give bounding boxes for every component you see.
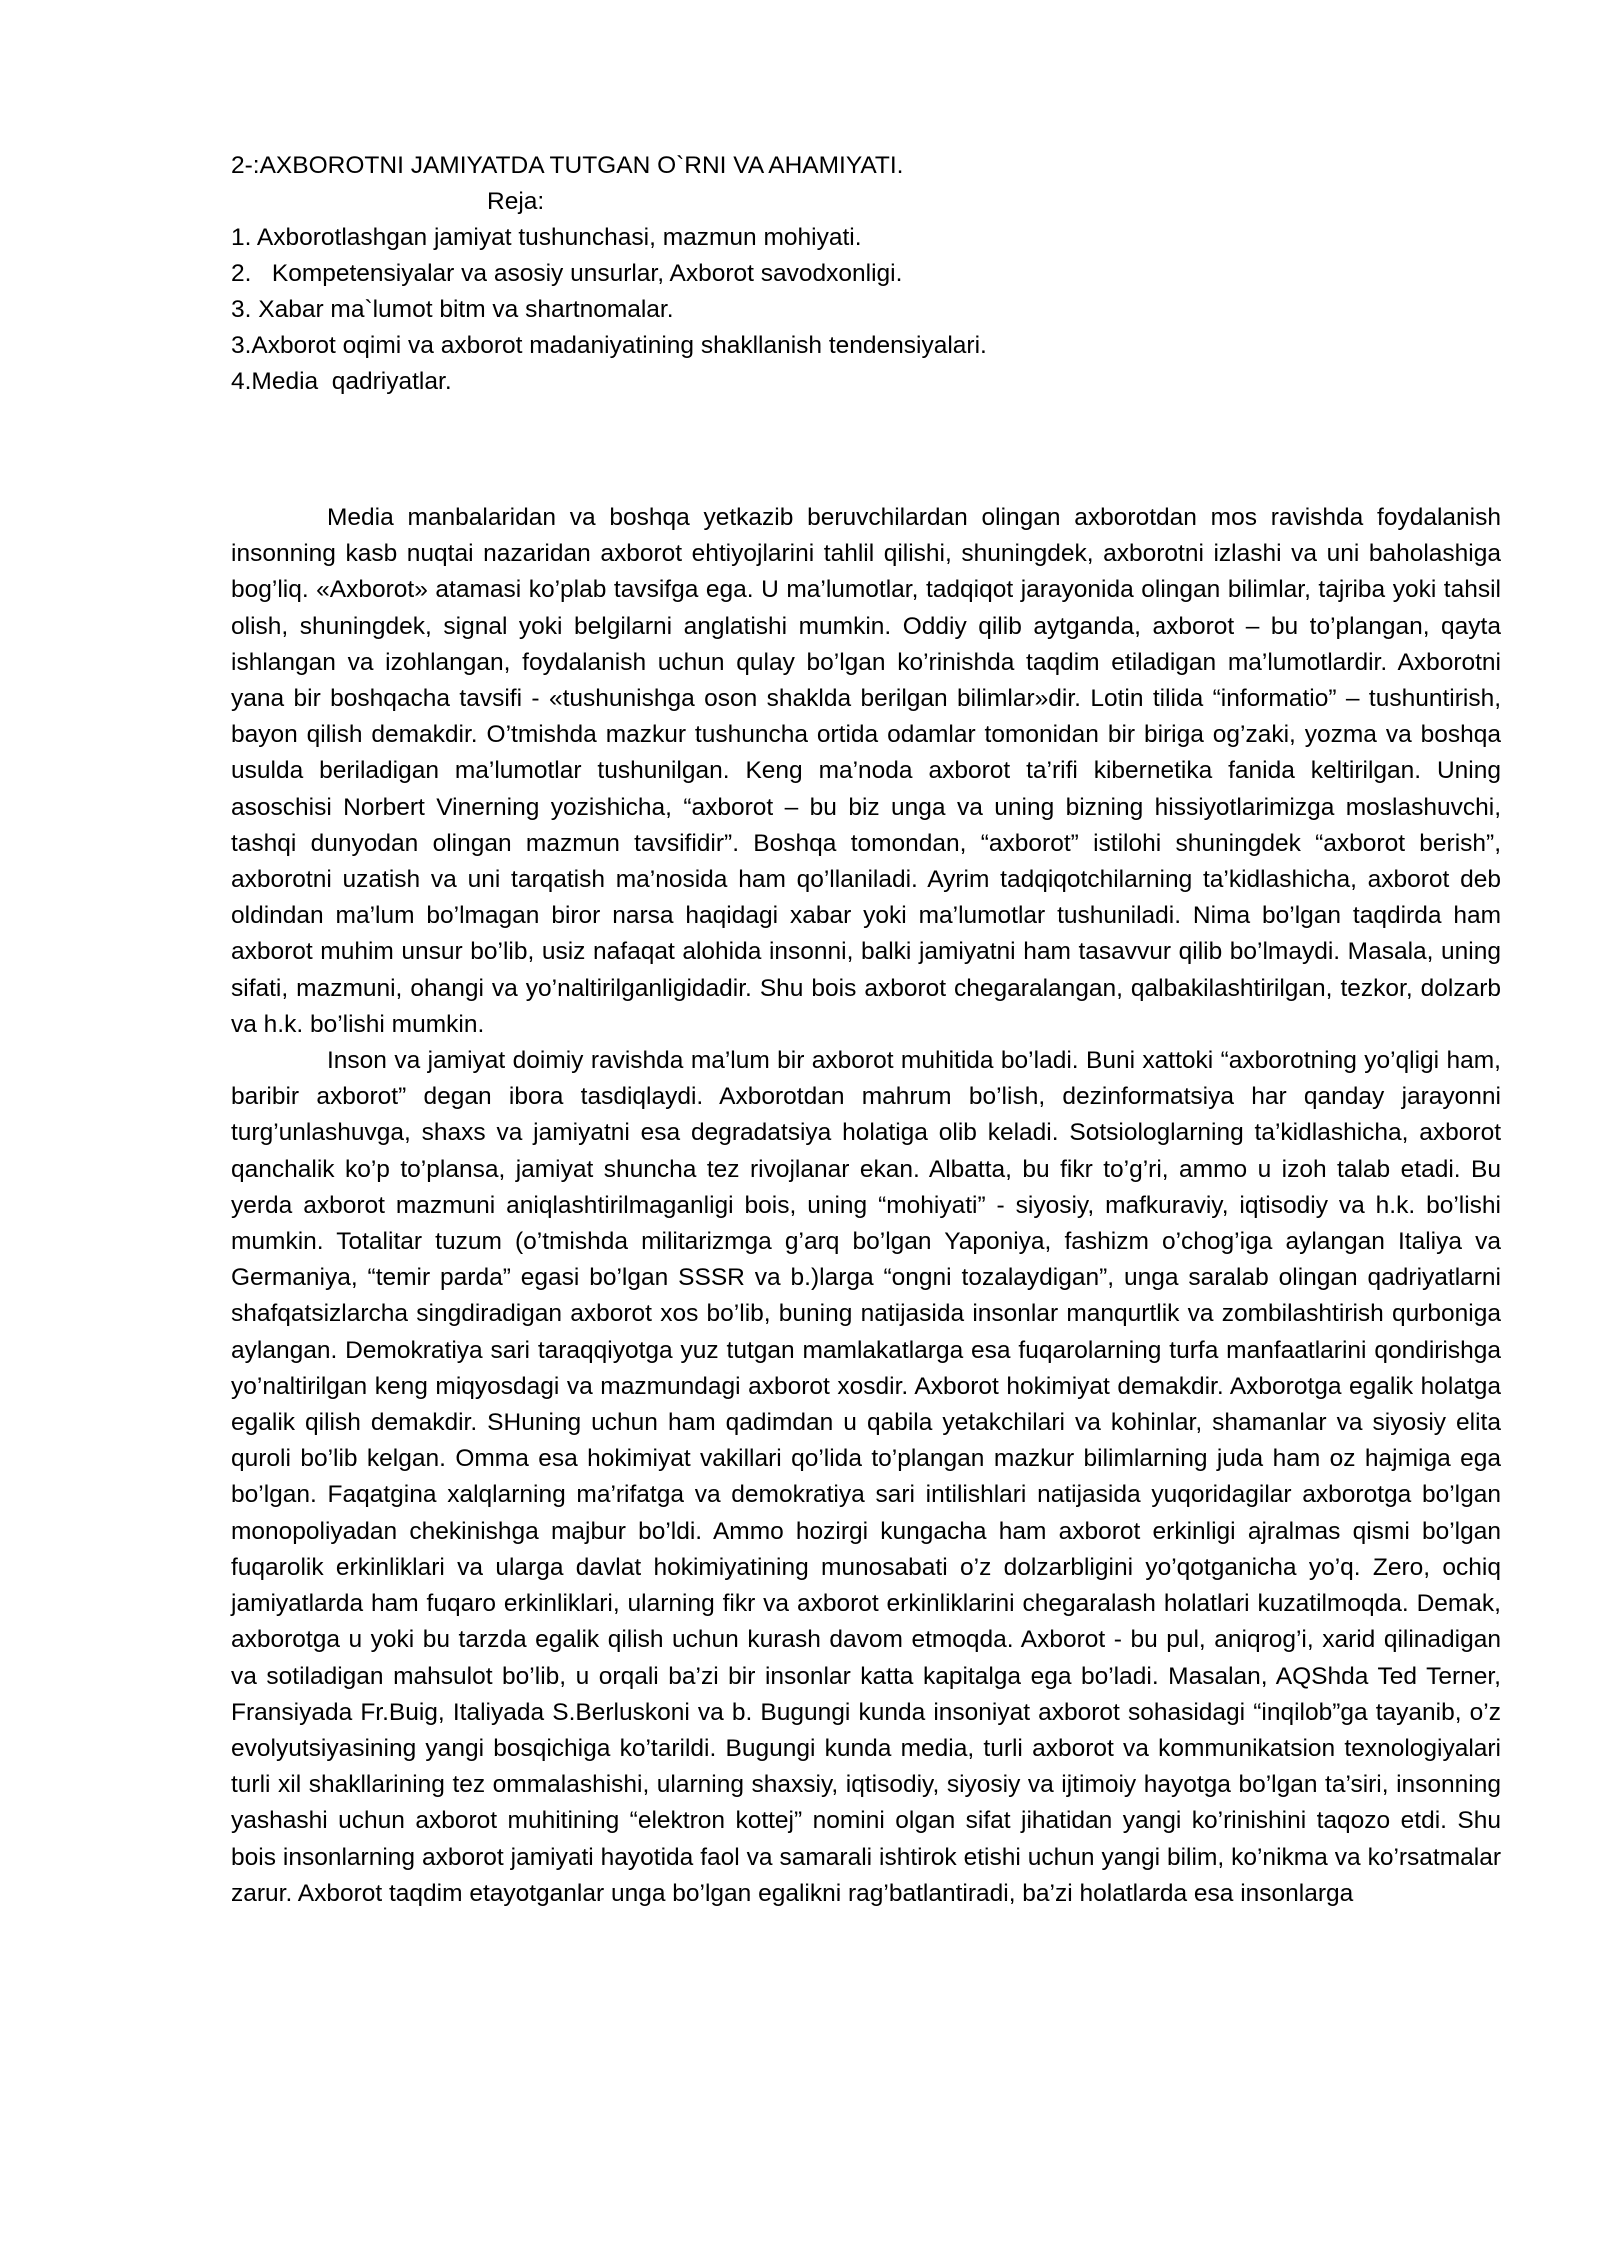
document-header	[231, 148, 1501, 400]
body-paragraph: Media manbalaridan va boshqa yetkazib beruvchilardan olingan axborotdan mos ravishda foydalanish insonning kasb nuqtai nazaridan axborot ehtiyojlarini tahlil qilishi, shuningdek, axborotni izlashi va uni baholashiga bog’liq. «Axborot» atamasi ko’plab tavsifga ega. U ma’lumotlar, tadqiqot jarayonida olingan bilimlar, tajriba yoki tahsil olish, shuningdek, signal yoki belgilarni anglatishi mumkin. Oddiy qilib aytganda, axborot – bu to’plangan, qayta ishlangan va izohlangan, foydalanish uchun qulay bo’lgan ko’rinishda taqdim etiladigan ma’lumotlardir. Axborotni yana bir boshqacha tavsifi - «tushunishga oson shaklda berilgan bilimlar»dir. Lotin tilida “informatio” – tushuntirish, bayon qilish demakdir. O’tmishda mazkur tushuncha ortida odamlar tomonidan bir biriga og’zaki, yozma va boshqa usulda beriladigan ma’lumotlar tushunilgan. Keng ma’noda axborot ta’rifi kibernetika fanida keltirilgan. Uning asoschisi Norbert Vinerning yozishicha, “axborot – bu biz unga va uning bizning hissiyotlarimizga moslashuvchi, tashqi dunyodan olingan mazmun tavsifidir”. Boshqa tomondan, “axborot” istilohi shuningdek “axborot berish”, axborotni uzatish va uni tarqatish ma’nosida ham qo’llaniladi. Ayrim tadqiqotchilarning ta’kidlashicha, axborot deb oldindan ma’lum bo’lmagan biror narsa haqidagi xabar yoki ma’lumotlar tushuniladi. Nima bo’lgan taqdirda ham axborot muhim unsur bo’lib, usiz nafaqat alohida insonni, balki jamiyatni ham tasavvur qilib bo’lmaydi. Masala, uning sifati, mazmuni, ohangi va yo’naltirilganligidadir. Shu bois axborot chegaralangan, qalbakilashtirilgan, tezkor, dolzarb va h.k. bo’lishi mumkin.	[231, 504, 1501, 1038]
plan-item: 3. Xabar ma`lumot bitm va shartnomalar.	[231, 296, 674, 323]
document-body	[231, 500, 1501, 1912]
plan-item: 2. Kompetensiyalar va asosiy unsurlar, Axborot savodxonligi.	[231, 260, 903, 287]
plan-list	[231, 220, 1501, 400]
plan-item: 3.Axborot oqimi va axborot madaniyatining shakllanish tendensiyalari.	[231, 332, 987, 359]
document-heading: 2-:AXBOROTNI JAMIYATDA TUTGAN O`RNI VA AHAMIYATI.	[231, 152, 904, 179]
plan-label: Reja:	[487, 188, 545, 215]
body-paragraph: Inson va jamiyat doimiy ravishda ma’lum bir axborot muhitida bo’ladi. Buni xattoki “axborotning yo’qligi ham, baribir axborot” degan ibora tasdiqlaydi. Axborotdan mahrum bo’lish, dezinformatsiya har qanday jarayonni turg’unlashuvga, shaxs va jamiyatni esa degradatsiya holatiga olib keladi. Sotsiologlarning ta’kidlashicha, axborot qanchalik ko’p to’plansa, jamiyat shuncha tez rivojlanar ekan. Albatta, bu fikr to’g’ri, ammo u izoh talab etadi. Bu yerda axborot mazmuni aniqlashtirilmaganligi bois, uning “mohiyati” - siyosiy, mafkuraviy, iqtisodiy va h.k. bo’lishi mumkin. Totalitar tuzum (o’tmishda militarizmga g’arq bo’lgan Yaponiya, fashizm o’chog’iga aylangan Italiya va Germaniya, “temir parda” egasi bo’lgan SSSR va b.)larga “ongni tozalaydigan”, unga saralab olingan qadriyatlarni shafqatsizlarcha singdiradigan axborot xos bo’lib, buning natijasida insonlar manqurtlik va zombilashtirish qurboniga aylangan. Demokratiya sari taraqqiyotga yuz tutgan mamlakatlarga esa fuqarolarning turfa manfaatlarini qondirishga yo’naltirilgan keng miqyosdagi va mazmundagi axborot xosdir. Axborot hokimiyat demakdir. Axborotga egalik holatga egalik qilish demakdir. SHuning uchun ham qadimdan u qabila yetakchilari va kohinlar, shamanlar va siyosiy elita quroli bo’lib kelgan. Omma esa hokimiyat vakillari qo’lida to’plangan mazkur bilimlarning juda ham oz hajmiga ega bo’lgan. Faqatgina xalqlarning ma’rifatga va demokratiya sari intilishlari natijasida yuqoridagilar axborotga bo’lgan monopoliyadan chekinishga majbur bo’ldi. Ammo hozirgi kungacha ham axborot erkinligi ajralmas qismi bo’lgan fuqarolik erkinliklari va ularga davlat hokimiyatining munosabati o’z dolzarbligini yo’qotganicha yo’q. Zero, ochiq jamiyatlarda ham fuqaro erkinliklari, ularning fikr va axborot erkinliklarini chegaralash holatlari kuzatilmoqda. Demak, axborotga u yoki bu tarzda egalik qilish uchun kurash davom etmoqda. Axborot - bu pul, aniqrog’i, xarid qilinadigan va sotiladigan mahsulot bo’lib, u orqali ba’zi bir insonlar katta kapitalga ega bo’ladi. Masalan, AQShda Ted Terner, Fransiyada Fr.Buig, Italiyada S.Berluskoni va b. Bugungi kunda insoniyat axborot sohasidagi “inqilob”ga tayanib, o’z evolyutsiyasining yangi bosqichiga ko’tarildi. Bugungi kunda media, turli axborot va kommunikatsion texnologiyalari turli xil shakllarining tez ommalashishi, ularning shaxsiy, iqtisodiy, siyosiy va ijtimoiy hayotga bo’lgan ta’siri, insonning yashashi uchun axborot muhitining “elektron kottej” nomini olgan sifat jihatidan yangi ko’rinishini taqozo etdi. Shu bois insonlarning axborot jamiyati hayotida faol va samarali ishtirok etishi uchun yangi bilim, ko’nikma va ko’rsatmalar zarur. Axborot taqdim etayotganlar unga bo’lgan egalikni rag’batlantiradi, ba’zi holatlarda esa insonlarga	[231, 1047, 1501, 1907]
plan-item: 1. Axborotlashgan jamiyat tushunchasi, mazmun mohiyati.	[231, 224, 862, 251]
plan-item: 4.Media qadriyatlar.	[231, 368, 452, 395]
